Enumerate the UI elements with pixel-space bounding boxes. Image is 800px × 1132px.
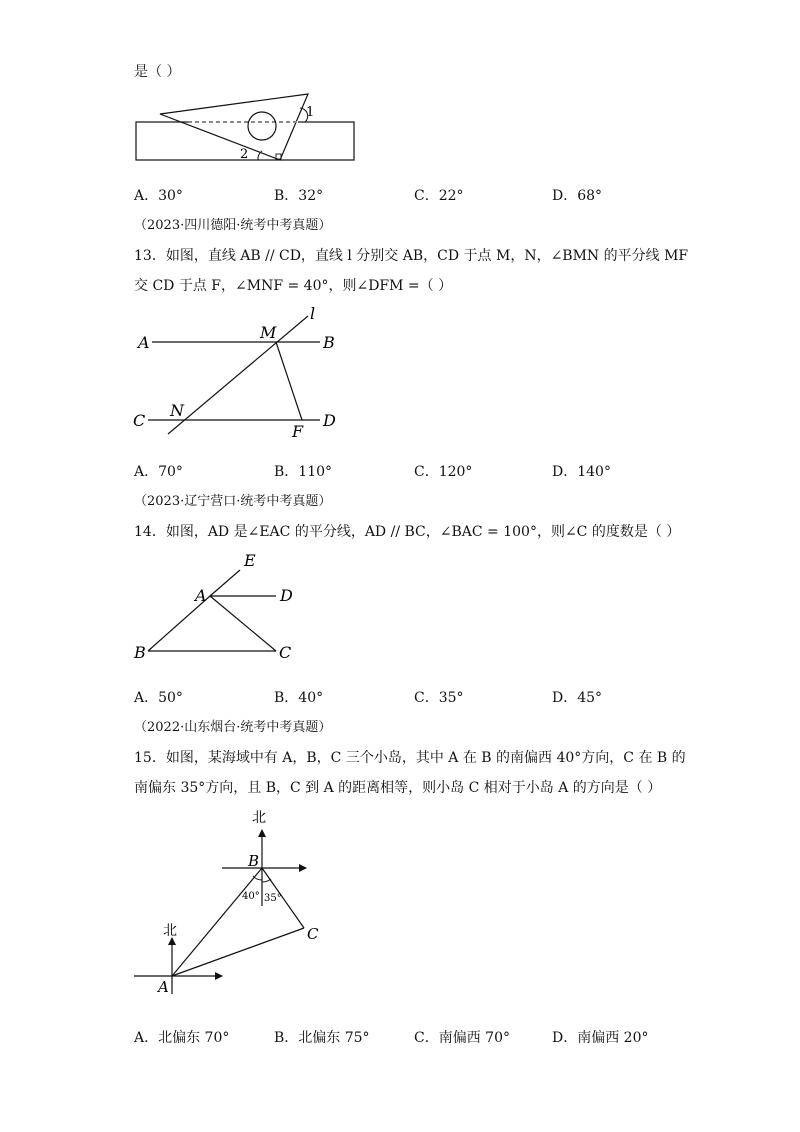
q13-label-a: A	[138, 333, 150, 352]
q12-option-b: B．32°	[274, 188, 324, 204]
q13-label-c: C	[133, 411, 146, 430]
q15-option-c: C．南偏西 70°	[414, 1030, 510, 1046]
q12-option-a: A．30°	[134, 188, 183, 204]
q14-line1: 14．如图，AD 是∠EAC 的平分线，AD // BC，∠BAC = 100°，则∠C 的度数是（ ）	[134, 524, 681, 540]
q14-option-c: C．35°	[414, 690, 464, 706]
q12-stem-tail: 是（ ）	[134, 64, 181, 80]
q15-option-d: D．南偏西 20°	[552, 1030, 649, 1046]
q15-label-north-b: 北	[252, 810, 266, 826]
q14-option-d: D．45°	[552, 690, 603, 706]
q13-option-d: D．140°	[552, 464, 611, 480]
q14-source: （2023·辽宁营口·统考中考真题）	[134, 494, 332, 509]
q13-option-a: A．70°	[134, 464, 183, 480]
q13-label-b: B	[323, 333, 335, 352]
q15-option-b: B．北偏东 75°	[274, 1030, 370, 1046]
q15-label-north-a: 北	[163, 923, 177, 939]
q14-label-c: C	[279, 643, 292, 662]
q13-source: （2023·四川德阳·统考中考真题）	[134, 218, 332, 233]
q14-label-d: D	[280, 586, 293, 605]
q12-option-c: C．22°	[414, 188, 464, 204]
q14-label-b: B	[134, 643, 146, 662]
q13-label-f: F	[292, 422, 304, 441]
q15-angle35-label: 35°	[264, 893, 282, 904]
q15-source: （2022·山东烟台·统考中考真题）	[134, 720, 332, 735]
q15-label-a: A	[158, 978, 169, 996]
q14-label-e: E	[244, 551, 256, 570]
q12-angle2-label: 2	[240, 147, 249, 162]
q15-label-c: C	[307, 925, 319, 943]
q15-option-a: A．北偏东 70°	[134, 1030, 230, 1046]
q13-line1: 13．如图，直线 AB // CD，直线 l 分别交 AB，CD 于点 M，N，∠BMN 的平分线 MF	[134, 248, 689, 264]
q13-option-b: B．110°	[274, 464, 333, 480]
q14-label-a: A	[195, 586, 207, 605]
q13-label-m: M	[260, 323, 277, 342]
q12-angle1-label: 1	[306, 105, 315, 120]
q13-label-d: D	[323, 411, 336, 430]
q15-line1: 15．如图，某海域中有 A，B，C 三个小岛，其中 A 在 B 的南偏西 40°方向，C 在 B 的	[134, 750, 686, 766]
q13-label-l: l	[310, 304, 316, 323]
q14-option-b: B．40°	[274, 690, 324, 706]
q15-label-b: B	[248, 852, 260, 870]
q13-line2: 交 CD 于点 F，∠MNF = 40°，则∠DFM =（ ）	[134, 278, 453, 294]
q12-option-d: D．68°	[552, 188, 603, 204]
q15-angle40-label: 40°	[242, 891, 260, 902]
q13-label-n: N	[170, 401, 184, 420]
q14-option-a: A．50°	[134, 690, 183, 706]
q13-option-c: C．120°	[414, 464, 473, 480]
q15-line2: 南偏东 35°方向，且 B，C 到 A 的距离相等，则小岛 C 相对于小岛 A 的方向是（ ）	[134, 780, 662, 796]
